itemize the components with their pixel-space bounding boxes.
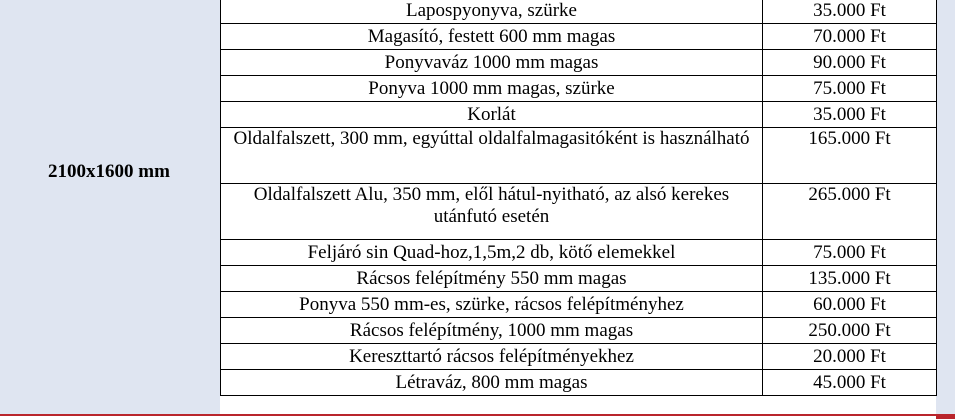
item-description: Ponyva 1000 mm magas, szürke xyxy=(221,76,763,102)
item-price: 75.000 Ft xyxy=(763,240,937,266)
category-label: 2100x1600 mm xyxy=(48,161,170,182)
item-description: Oldalfalszett, 300 mm, egyúttal oldalfalmagasitóként is használható xyxy=(221,128,763,184)
item-price: 75.000 Ft xyxy=(763,76,937,102)
table-row xyxy=(221,184,937,240)
item-price: 45.000 Ft xyxy=(763,370,937,396)
category-column-background xyxy=(0,0,220,415)
bottom-divider xyxy=(0,414,955,416)
item-description: Lapospyonyva, szürke xyxy=(221,0,763,24)
item-description: Oldalfalszett Alu, 350 mm, elől hátul-nyitható, az alsó kerekes utánfutó esetén xyxy=(221,184,763,240)
item-description: Kereszttartó rácsos felépítményekhez xyxy=(221,344,763,370)
item-description: Rácsos felépítmény 550 mm magas xyxy=(221,266,763,292)
item-price: 20.000 Ft xyxy=(763,344,937,370)
item-description: Létraváz, 800 mm magas xyxy=(221,370,763,396)
item-price: 90.000 Ft xyxy=(763,50,937,76)
item-price: 135.000 Ft xyxy=(763,266,937,292)
table-row xyxy=(221,266,937,292)
table-row xyxy=(221,76,937,102)
table-row xyxy=(221,24,937,50)
item-price: 250.000 Ft xyxy=(763,318,937,344)
table-row xyxy=(221,344,937,370)
item-description: Ponyvaváz 1000 mm magas xyxy=(221,50,763,76)
table-row xyxy=(221,318,937,344)
item-description: Magasító, festett 600 mm magas xyxy=(221,24,763,50)
item-price: 60.000 Ft xyxy=(763,292,937,318)
item-description: Feljáró sin Quad-hoz,1,5m,2 db, kötő elemekkel xyxy=(221,240,763,266)
item-price: 165.000 Ft xyxy=(763,128,937,184)
item-price: 70.000 Ft xyxy=(763,24,937,50)
table-row xyxy=(221,128,937,184)
bottom-divider-accent xyxy=(936,414,955,419)
item-description: Korlát xyxy=(221,102,763,128)
table-row xyxy=(221,292,937,318)
item-description: Rácsos felépítmény, 1000 mm magas xyxy=(221,318,763,344)
price-table xyxy=(220,0,937,396)
table-row xyxy=(221,102,937,128)
item-price: 35.000 Ft xyxy=(763,0,937,24)
item-price: 265.000 Ft xyxy=(763,184,937,240)
item-description: Ponyva 550 mm-es, szürke, rácsos felépítményhez xyxy=(221,292,763,318)
right-margin-background xyxy=(936,0,955,415)
table-row xyxy=(221,50,937,76)
table-row xyxy=(221,0,937,24)
item-price: 35.000 Ft xyxy=(763,102,937,128)
table-row xyxy=(221,240,937,266)
table-row xyxy=(221,370,937,396)
